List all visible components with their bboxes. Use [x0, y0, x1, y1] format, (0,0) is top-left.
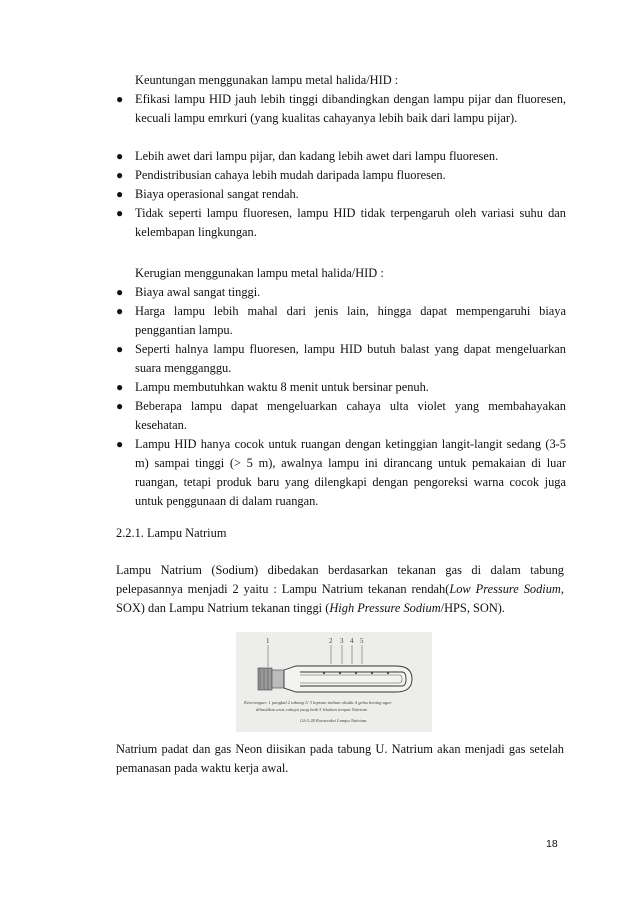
list-item	[116, 166, 566, 185]
disadvantages-intro: Kerugian menggunakan lampu metal halida/HID :	[135, 266, 384, 280]
list-item-text: Lampu membutuhkan waktu 8 menit untuk bersinar penuh.	[135, 380, 429, 394]
list-item	[116, 147, 566, 166]
list-item	[116, 435, 566, 511]
list-item-text: Harga lampu lebih mahal dari jenis lain, hingga dapat mempengaruhi biaya penggantian lampu.	[135, 304, 566, 337]
callout-label: 2	[329, 637, 333, 645]
paragraph-text: Lampu Natrium (Sodium) dibedakan berdasarkan tekanan gas di dalam tabung pelepasannya menjadi 2 yaitu : Lampu Natrium tekanan rendah(	[116, 563, 564, 596]
bullet-icon: ●	[116, 380, 124, 394]
callout-label: 1	[266, 637, 270, 645]
bullet-icon: ●	[116, 187, 124, 201]
lamp-base	[258, 668, 284, 690]
section-heading: 2.2.1. Lampu Natrium	[116, 526, 227, 540]
figure-caption: Gb.5.28 Konstruksi Lampu Natrium.	[300, 718, 368, 723]
list-item	[116, 185, 566, 204]
callout-label: 3	[340, 637, 344, 645]
sodium-lamp-figure	[236, 632, 432, 732]
list-item-text: Beberapa lampu dapat mengeluarkan cahaya ulta violet yang membahayakan kesehatan.	[135, 399, 566, 432]
bullet-icon: ●	[116, 206, 124, 220]
list-item-text: Pendistribusian cahaya lebih mudah daripada lampu fluoresen.	[135, 168, 446, 182]
list-item-text: Lebih awet dari lampu pijar, dan kadang lebih awet dari lampu fluoresen.	[135, 149, 499, 163]
bullet-icon: ●	[116, 149, 124, 163]
outer-glass-bulb	[284, 666, 412, 692]
bullet-icon: ●	[116, 304, 124, 318]
bullet-icon: ●	[116, 437, 124, 451]
list-item	[116, 302, 566, 340]
body-paragraph: Natrium padat dan gas Neon diisikan pada tabung U. Natrium akan menjadi gas setelah pemanasan pada waktu kerja awal.	[116, 742, 564, 775]
bullet-icon: ●	[116, 399, 124, 413]
bullet-icon: ●	[116, 168, 124, 182]
list-item-text: Lampu HID hanya cocok untuk ruangan dengan ketinggian langit-langit sedang (3-5 m) sampai tinggi (> 5 m), awalnya lampu ini dirancang untuk pemakaian di luar ruangan, tetapi produk baru yang dilengkapi dengan pengoreksi warna cocok juga untuk penggunaan di dalam ruangan.	[135, 437, 566, 508]
body-paragraph	[116, 561, 564, 618]
paragraph-italic-text: High Pressure Sodium	[329, 601, 441, 615]
list-item-text: Tidak seperti lampu fluoresen, lampu HID tidak terpengaruh oleh variasi suhu dan kelembapan lingkungan.	[135, 206, 566, 239]
callout-label: 4	[350, 637, 354, 645]
page-number: 18	[546, 838, 558, 850]
list-item-text: Biaya awal sangat tinggi.	[135, 285, 261, 299]
list-item	[116, 340, 566, 378]
bullet-icon: ●	[116, 285, 124, 299]
sodium-lamp-diagram	[236, 632, 432, 732]
figure-caption: dihasilkan arus cahaya yang baik 5 lekukan tempat Natrium	[256, 707, 367, 712]
leader-lines	[268, 645, 362, 667]
paragraph-italic-text: Low Pressure Sodium	[449, 582, 561, 596]
callout-label: 5	[360, 637, 364, 645]
list-item	[116, 283, 566, 302]
list-item-text: Efikasi lampu HID jauh lebih tinggi dibandingkan dengan lampu pijar dan fluoresen, kecuali lampu emrkuri (yang kualitas cahayanya lebih baik dari lampu pijar).	[135, 92, 566, 125]
list-item	[116, 397, 566, 435]
list-item	[116, 90, 566, 128]
bullet-icon: ●	[116, 92, 124, 106]
list-item	[116, 378, 566, 397]
list-item-text: Biaya operasional sangat rendah.	[135, 187, 299, 201]
list-item-text: Seperti halnya lampu fluoresen, lampu HID butuh balast yang dapat mengeluarkan suara mengganggu.	[135, 342, 566, 375]
bullet-icon: ●	[116, 342, 124, 356]
paragraph-text: /HPS, SON).	[440, 601, 506, 615]
list-item	[116, 204, 566, 242]
paragraph-text: , SOX) dan Lampu Natrium tekanan tinggi (	[116, 582, 564, 615]
advantages-intro: Keuntungan menggunakan lampu metal halida/HID :	[135, 73, 399, 87]
figure-caption: Keterangan: 1 pangkal 2 tabung U 3 lapisan indium oksida 4 gelas bening agar	[244, 700, 392, 705]
